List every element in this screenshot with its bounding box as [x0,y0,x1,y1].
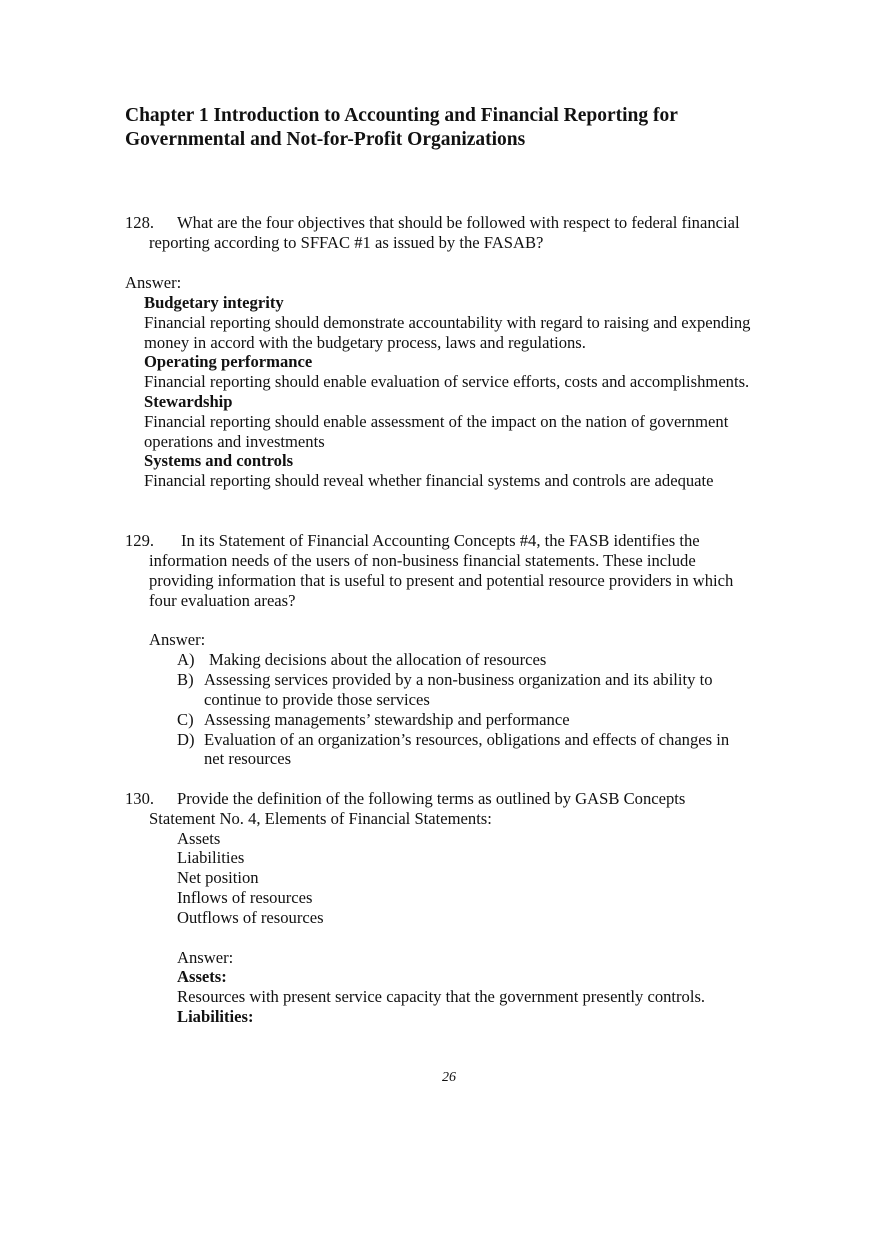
question-129-text-line: providing information that is useful to present and potential resource providers in which [149,571,734,590]
evaluation-area-text: net resources [204,749,292,768]
evaluation-area-letter: A) [177,650,195,669]
objective-heading: Systems and controls [144,451,294,470]
objective-heading: Stewardship [144,392,233,411]
question-128-text-line-1: What are the four objectives that should be followed with respect to federal financial [177,213,740,232]
question-129-number: 129. [125,531,155,550]
evaluation-area-text: Assessing managements’ stewardship and performance [204,710,570,729]
question-128-answer-label: Answer: [125,273,182,292]
term-item: Assets [177,829,221,848]
question-130-text-line-1: Provide the definition of the following terms as outlined by GASB Concepts [177,789,686,808]
question-130-number: 130. [125,789,155,808]
objective-text: Financial reporting should enable evaluation of service efforts, costs and accomplishments. [144,372,750,391]
chapter-title [125,104,678,152]
evaluation-area-letter: B) [177,670,194,689]
term-item: Outflows of resources [177,908,324,927]
chapter-title-line-1: Chapter 1 Introduction to Accounting and Financial Reporting for [125,105,678,126]
question-129-text-line: four evaluation areas? [149,591,296,610]
question-129-answer-label: Answer: [149,630,206,649]
page-number: 26 [442,1070,456,1085]
objective-text: money in accord with the budgetary process, laws and regulations. [144,333,586,352]
evaluation-area-letter: C) [177,710,194,729]
evaluation-area-text: Assessing services provided by a non-business organization and its ability to [204,670,713,689]
objective-text: Financial reporting should reveal whether financial systems and controls are adequate [144,471,714,490]
objective-text: Financial reporting should demonstrate accountability with regard to raising and expending [144,313,751,332]
evaluation-area-letter: D) [177,730,195,749]
question-128-text-line-2: reporting according to SFFAC #1 as issued by the FASAB? [149,233,544,252]
question-129-text-line: information needs of the users of non-business financial statements. These include [149,551,696,570]
objective-heading: Operating performance [144,352,313,371]
objective-heading: Budgetary integrity [144,293,284,312]
term-item: Liabilities [177,848,245,867]
definition-heading-assets: Assets: [177,967,227,986]
objective-text: operations and investments [144,432,325,451]
term-item: Net position [177,868,259,887]
evaluation-area-text: continue to provide those services [204,690,430,709]
evaluation-area-text: Evaluation of an organization’s resources, obligations and effects of changes in [204,730,730,749]
term-item: Inflows of resources [177,888,313,907]
question-130-text-line-2: Statement No. 4, Elements of Financial Statements: [149,809,492,828]
definition-text-assets: Resources with present service capacity that the government presently controls. [177,987,706,1006]
evaluation-area-text: Making decisions about the allocation of resources [209,650,547,669]
question-129-text-line: In its Statement of Financial Accounting Concepts #4, the FASB identifies the [181,531,700,550]
objective-text: Financial reporting should enable assessment of the impact on the nation of government [144,412,729,431]
question-130-answer-label: Answer: [177,948,234,967]
definition-heading-liabilities: Liabilities: [177,1007,254,1026]
chapter-title-line-2: Governmental and Not-for-Profit Organizations [125,129,526,150]
question-128-number: 128. [125,213,155,232]
